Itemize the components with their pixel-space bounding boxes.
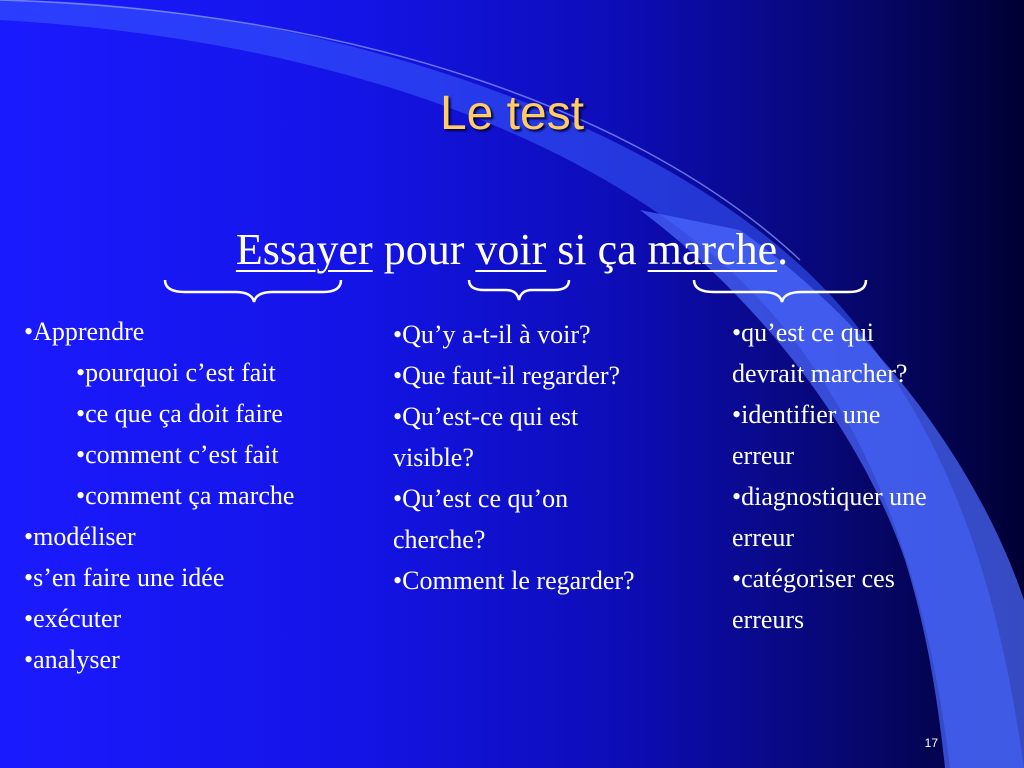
column-marche [732,312,927,640]
list-item: •Qu’est-ce qui est [393,402,579,431]
list-item-continuation: erreur [732,523,795,552]
list-item: •exécuter [24,604,122,633]
list-item: •Qu’y a-t-il à voir? [393,320,591,349]
subtitle-word-si-ca: si ça [546,225,648,274]
list-item: •catégoriser ces [732,564,895,593]
list-item: •analyser [24,645,120,674]
subtitle-period: . [777,225,789,274]
list-subitem: •pourquoi c’est fait [76,358,276,387]
subtitle-word-essayer: Essayer [235,225,373,274]
slide-title: Le test [439,87,585,140]
list-item-continuation: erreur [732,441,795,470]
list-item: •Que faut-il regarder? [393,361,621,390]
subtitle-word-pour: pour [372,225,476,274]
column-voir [393,314,635,601]
list-item: •Comment le regarder? [393,566,635,595]
column-apprendre [24,311,294,680]
list-item: •modéliser [24,522,136,551]
subtitle-word-marche: marche [647,225,778,274]
list-subitem: •ce que ça doit faire [76,399,283,428]
list-item: •identifier une [732,400,881,429]
list-item: •diagnostiquer une [732,482,927,511]
list-item-continuation: cherche? [393,525,486,554]
list-item: •qu’est ce qui [732,318,874,347]
list-subitem: •comment c’est fait [76,440,279,469]
list-item: •Apprendre [24,317,145,346]
list-item-continuation: visible? [393,443,474,472]
page-number: 17 [924,736,938,750]
slide-subtitle [0,224,1024,275]
list-item-continuation: devrait marcher? [732,359,908,388]
list-item: •Qu’est ce qu’on [393,484,569,513]
list-item: •s’en faire une idée [24,563,225,592]
list-subitem: •comment ça marche [76,481,295,510]
list-item-continuation: erreurs [732,605,805,634]
subtitle-word-voir: voir [475,225,547,274]
